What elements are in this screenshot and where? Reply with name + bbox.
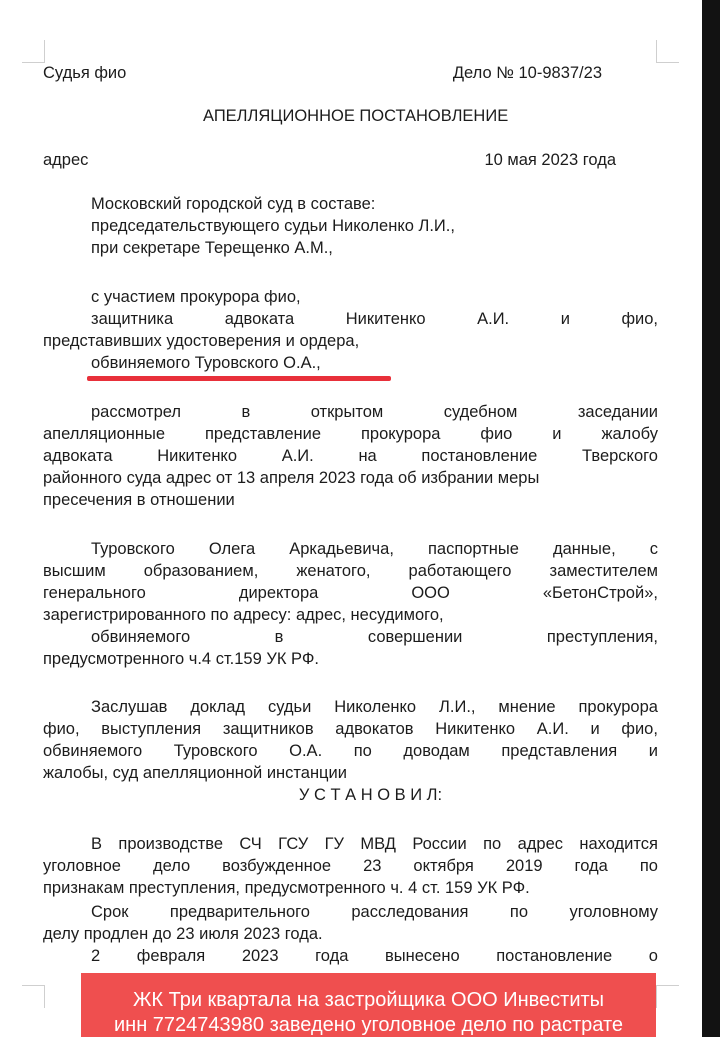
- word: Тверского: [582, 447, 658, 465]
- word: А.И.: [536, 720, 569, 738]
- word: находится: [579, 835, 658, 853]
- place-date-row: [43, 150, 658, 172]
- court-line-1: Московский городской суд в составе:: [91, 195, 376, 213]
- facts-line-5: делу продлен до 23 июля 2023 года.: [43, 925, 323, 943]
- word: Никитенко: [157, 447, 238, 465]
- facts-line-3: признакам преступления, предусмотренного ч. 4 ст. 159 УК РФ.: [43, 879, 530, 897]
- word: преступления,: [546, 628, 658, 646]
- word: судебном: [443, 403, 518, 421]
- word: данные,: [553, 540, 616, 558]
- accused-line-5: [43, 627, 658, 649]
- crop-mark-bottom-left: [22, 985, 45, 1008]
- word: О.А.: [289, 742, 323, 760]
- word: России: [412, 835, 467, 853]
- word: вынесено: [385, 947, 460, 965]
- participants-line-1: с участием прокурора фио,: [91, 288, 301, 306]
- word: фио,: [621, 310, 658, 328]
- crop-mark-top-left: [22, 40, 45, 63]
- word: обвиняемого: [43, 742, 143, 760]
- word: Туровского: [91, 540, 175, 558]
- word: с: [649, 540, 658, 558]
- word: Л.И.,: [439, 698, 476, 716]
- participants-line-2: [43, 309, 658, 331]
- banner-line-1: ЖК Три квартала на застройщика ООО Инвеститы: [132, 989, 605, 1011]
- word: защитника: [91, 310, 174, 328]
- accused-line-4: зарегистрированного по адресу: адрес, несудимого,: [43, 606, 444, 624]
- participants-line-4: обвиняемого Туровского О.А.,: [91, 354, 321, 372]
- word: выступления: [101, 720, 202, 738]
- word: паспортные: [427, 540, 519, 558]
- word: фио,: [621, 720, 658, 738]
- court-line-3: при секретаре Терещенко А.М.,: [91, 239, 333, 257]
- crop-mark-bottom-right: [656, 985, 679, 1008]
- facts-line-2: [43, 856, 658, 878]
- considered-line-4: районного суда адрес от 13 апреля 2023 года об избрании меры: [43, 469, 540, 487]
- word: Заслушав: [91, 698, 168, 716]
- considered-line-2: [43, 424, 658, 446]
- red-highlight-underline: [87, 376, 391, 381]
- word: и: [590, 720, 600, 738]
- considered-line-1: [43, 402, 658, 424]
- heard-line-2: [43, 719, 658, 741]
- word: открытом: [310, 403, 384, 421]
- word: о: [648, 947, 658, 965]
- case-number: Дело № 10-9837/23: [452, 64, 602, 82]
- word: В: [91, 835, 103, 853]
- word: Николенко: [334, 698, 417, 716]
- right-edge-strip: [702, 0, 720, 1037]
- court-line-2: председательствующего судьи Николенко Л.И.,: [91, 217, 455, 235]
- word: уголовное: [43, 857, 121, 875]
- word: адрес: [517, 835, 564, 853]
- established-heading: У С Т А Н О В И Л:: [298, 786, 443, 804]
- word: февраля: [136, 947, 206, 965]
- word: А.И.: [281, 447, 314, 465]
- word: «БетонСтрой»,: [542, 584, 658, 602]
- word: в: [274, 628, 284, 646]
- word: апелляционные: [43, 425, 166, 443]
- word: 2023: [241, 947, 279, 965]
- word: мнение: [498, 698, 556, 716]
- word: уголовному: [569, 903, 658, 921]
- word: МВД: [360, 835, 396, 853]
- word: рассмотрел: [91, 403, 182, 421]
- word: предварительного: [169, 903, 310, 921]
- word: образованием,: [143, 562, 259, 580]
- word: года: [315, 947, 349, 965]
- accused-line-3: [43, 583, 658, 605]
- word: высшим: [43, 562, 106, 580]
- word: 2: [91, 947, 101, 965]
- word: постановление: [496, 947, 613, 965]
- crop-mark-top-right: [656, 40, 679, 63]
- word: директора: [238, 584, 319, 602]
- word: адвоката: [43, 447, 113, 465]
- caption-banner: [81, 973, 656, 1037]
- heard-line-1: [43, 697, 658, 719]
- word: фио,: [43, 720, 80, 738]
- word: в: [241, 403, 251, 421]
- heard-line-4: жалобы, суд апелляционной инстанции: [43, 764, 347, 782]
- word: и: [552, 425, 562, 443]
- participants-line-3: представивших удостоверения и ордера,: [43, 332, 360, 350]
- word: совершении: [367, 628, 463, 646]
- word: женатого,: [296, 562, 371, 580]
- word: на: [358, 447, 377, 465]
- word: по: [639, 857, 658, 875]
- considered-line-5: пресечения в отношении: [43, 491, 235, 509]
- document-title: АПЕЛЛЯЦИОННОЕ ПОСТАНОВЛЕНИЕ: [203, 107, 509, 125]
- word: заседании: [577, 403, 658, 421]
- word: возбужденное: [222, 857, 332, 875]
- word: прокурора: [360, 425, 441, 443]
- accused-line-1: [43, 539, 658, 561]
- word: работающего: [408, 562, 512, 580]
- word: ГУ: [324, 835, 345, 853]
- word: представление: [204, 425, 322, 443]
- word: А.И.: [477, 310, 510, 328]
- word: адвоката: [224, 310, 295, 328]
- word: прокурора: [578, 698, 658, 716]
- word: октября: [413, 857, 474, 875]
- word: по: [483, 835, 502, 853]
- word: жалобу: [601, 425, 658, 443]
- word: Никитенко: [435, 720, 516, 738]
- word: дело: [152, 857, 191, 875]
- word: Никитенко: [345, 310, 426, 328]
- heard-line-3: [43, 741, 658, 763]
- word: Олега: [208, 540, 256, 558]
- word: и: [648, 742, 658, 760]
- word: по: [509, 903, 529, 921]
- header-row: [43, 63, 658, 85]
- facts-line-4: [43, 902, 658, 924]
- place: адрес: [43, 151, 89, 169]
- considered-line-3: [43, 446, 658, 468]
- word: заместителем: [549, 562, 658, 580]
- word: Срок: [91, 903, 129, 921]
- accused-line-2: [43, 561, 658, 583]
- word: судьи: [267, 698, 312, 716]
- word: производстве: [118, 835, 224, 853]
- word: расследования: [351, 903, 469, 921]
- judge-label: Судья фио: [43, 64, 127, 82]
- word: адвокатов: [335, 720, 414, 738]
- word: защитников: [222, 720, 314, 738]
- word: СЧ: [239, 835, 262, 853]
- word: Аркадьевича,: [289, 540, 394, 558]
- word: генерального: [43, 584, 146, 602]
- word: доводам: [403, 742, 470, 760]
- word: 23: [363, 857, 382, 875]
- word: Туровского: [173, 742, 258, 760]
- word: фио: [480, 425, 513, 443]
- document-date: 10 мая 2023 года: [484, 151, 616, 169]
- word: по: [353, 742, 372, 760]
- word: представления: [501, 742, 618, 760]
- word: обвиняемого: [91, 628, 191, 646]
- word: 2019: [505, 857, 543, 875]
- word: доклад: [190, 698, 246, 716]
- facts-line-6: [43, 946, 658, 968]
- banner-line-2: инн 7724743980 заведено уголовное дело по растрате: [113, 1014, 623, 1036]
- word: и: [560, 310, 570, 328]
- accused-line-6: предусмотренного ч.4 ст.159 УК РФ.: [43, 650, 319, 668]
- word: постановление: [421, 447, 538, 465]
- word: ГСУ: [278, 835, 309, 853]
- word: года: [574, 857, 608, 875]
- word: ООО: [411, 584, 450, 602]
- facts-line-1: [43, 834, 658, 856]
